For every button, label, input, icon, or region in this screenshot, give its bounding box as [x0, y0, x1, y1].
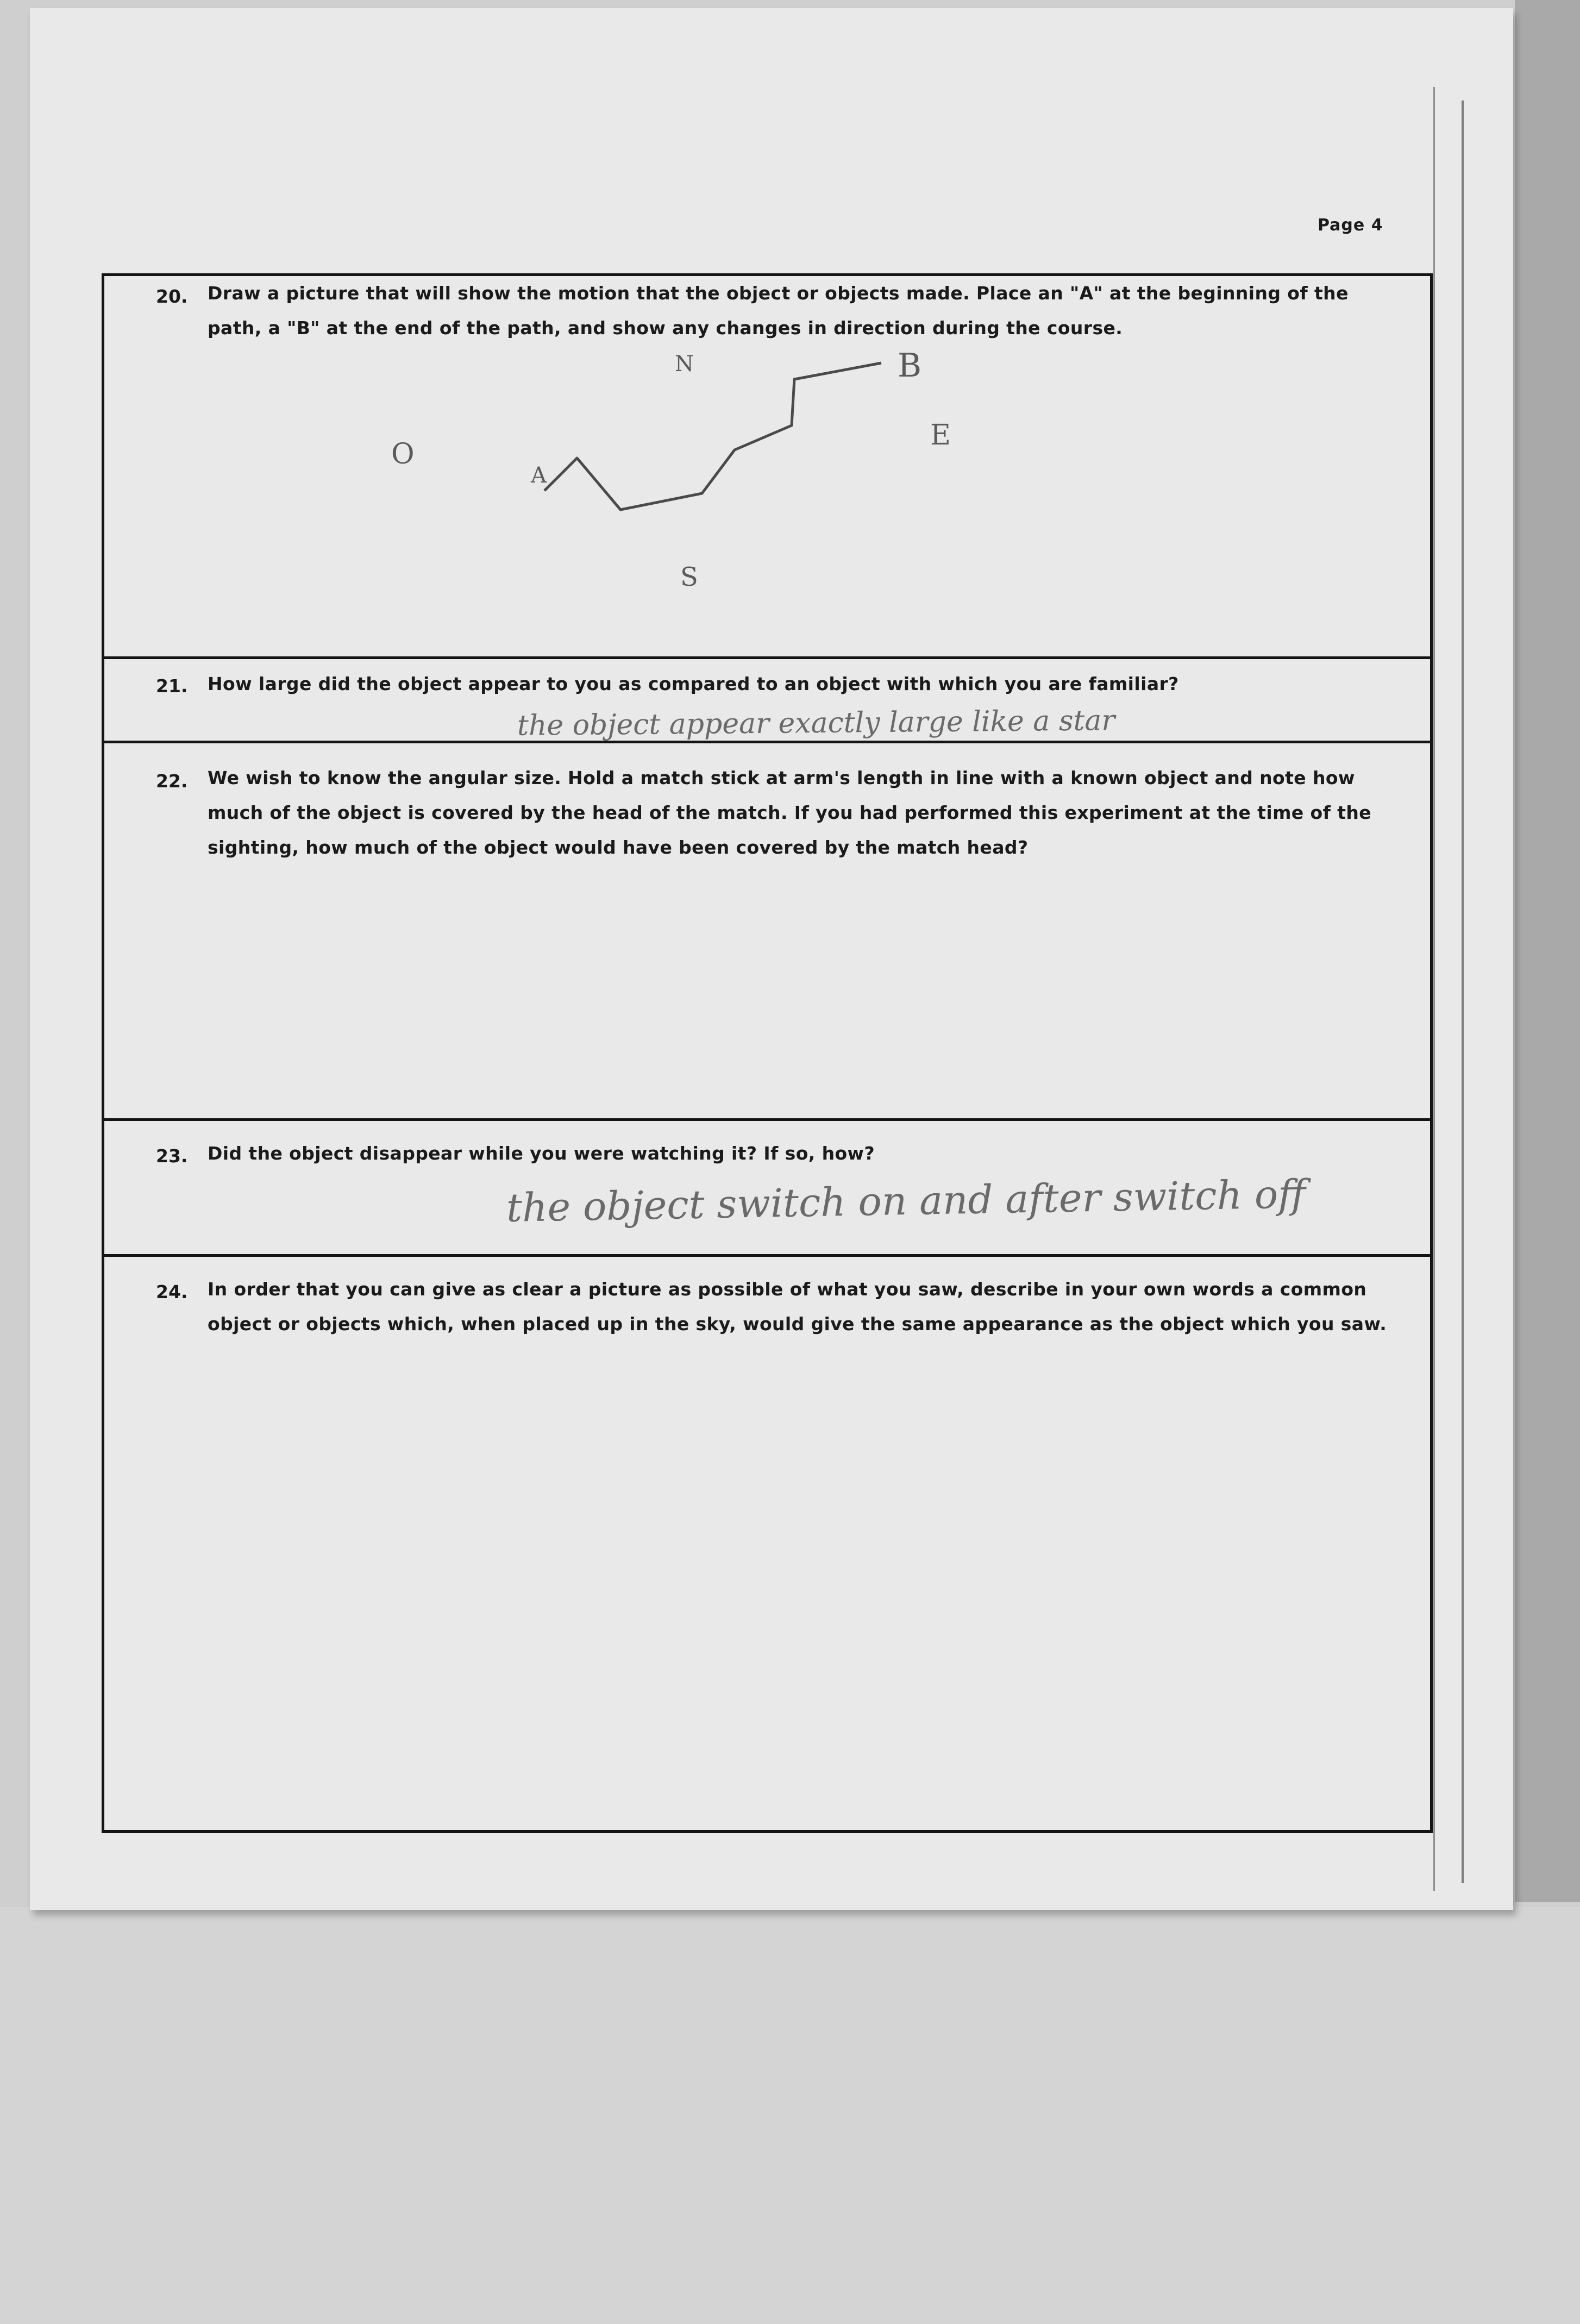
scan-background-right — [1515, 0, 1580, 1902]
question-23-section — [104, 1121, 1430, 1257]
path-start-label: A — [531, 463, 547, 488]
document-page — [30, 8, 1513, 1910]
question-text: How large did the object appear to you as compared to an object with which you are familiar? — [208, 673, 1179, 694]
question-22-section — [104, 743, 1430, 1121]
page-edge-line — [1462, 101, 1464, 1883]
compass-south-label: S — [680, 562, 698, 592]
handwritten-answer: the object appear exactly large like a star — [517, 704, 1115, 742]
compass-east-label: E — [930, 419, 951, 452]
question-text: We wish to know the angular size. Hold a match stick at arm's length in line with a known object and note how much of the object is covered by the head of the match. If you had performed this experiment at the time of the sighting, how much of the object would have been covered by the match head? — [208, 767, 1372, 858]
question-number: 23. — [156, 1145, 188, 1167]
questionnaire-form — [102, 273, 1433, 1833]
motion-path-line — [544, 363, 881, 510]
path-end-label: B — [898, 347, 922, 385]
question-number: 20. — [156, 286, 188, 307]
compass-west-label: O — [391, 438, 415, 471]
question-24-section — [104, 1257, 1430, 1830]
question-text: In order that you can give as clear a picture as possible of what you saw, describe in your own words a common object or objects which, when placed up in the sky, would give the same appearance as the object which you saw. — [208, 1279, 1387, 1335]
motion-path-sketch — [104, 276, 1430, 659]
page-number: Page 4 — [1318, 216, 1383, 235]
question-number: 22. — [156, 771, 188, 792]
question-number: 21. — [156, 675, 188, 697]
scan-edge-mark — [1433, 87, 1435, 1891]
handwritten-answer: the object switch on and after switch off — [506, 1171, 1306, 1231]
question-20-section — [104, 276, 1430, 659]
question-text: Did the object disappear while you were watching it? If so, how? — [208, 1143, 875, 1164]
compass-north-label: N — [675, 352, 694, 377]
scan-background-bottom — [0, 1907, 1580, 2324]
question-21-section — [104, 659, 1430, 743]
question-number: 24. — [156, 1281, 188, 1302]
question-text: Draw a picture that will show the motion that the object or objects made. Place an "A" at the beginning of the path, a "B" at the end of the path, and show any changes in direction during the course. — [208, 283, 1349, 339]
